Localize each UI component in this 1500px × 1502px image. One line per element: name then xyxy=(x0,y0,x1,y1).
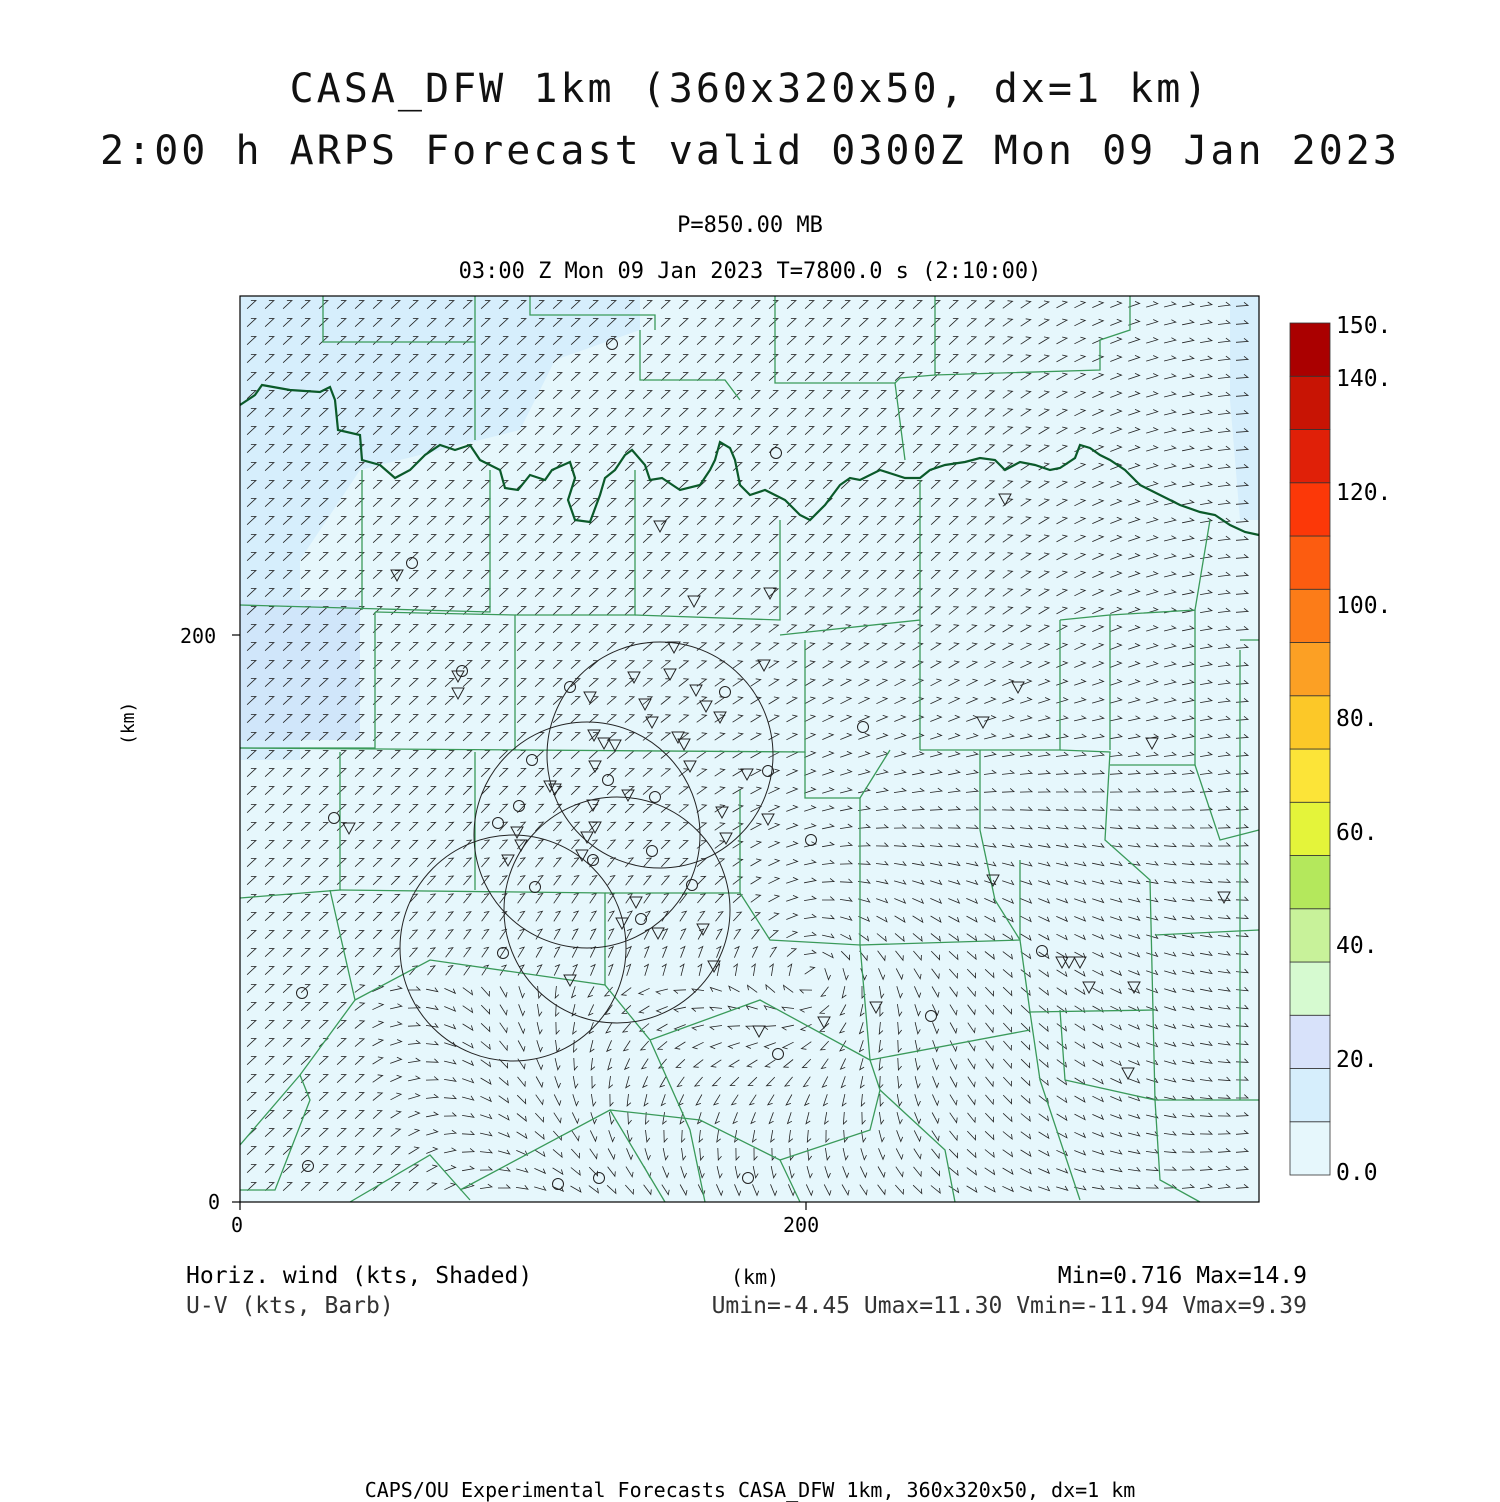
colorbar-swatch xyxy=(1290,376,1330,429)
colorbar-swatch xyxy=(1290,589,1330,642)
colorbar-swatch xyxy=(1290,643,1330,696)
colorbar-swatch xyxy=(1290,430,1330,483)
colorbar-label-0: 0.0 xyxy=(1336,1160,1378,1186)
colorbar-swatch xyxy=(1290,1015,1330,1068)
min-max-label: Min=0.716 Max=14.9 xyxy=(1057,1263,1307,1289)
colorbar-swatch xyxy=(1290,749,1330,802)
x-axis-label: (km) xyxy=(731,1265,780,1289)
uv-stats-label: Umin=-4.45 Umax=11.30 Vmin=-11.94 Vmax=9.39 xyxy=(711,1293,1307,1319)
x-tick-200: 200 xyxy=(783,1213,820,1237)
colorbar-label-40: 40. xyxy=(1336,933,1378,959)
colorbar-label-100: 100. xyxy=(1336,593,1392,619)
field-label: Horiz. wind (kts, Shaded) xyxy=(186,1263,533,1289)
colorbar-swatch xyxy=(1290,536,1330,589)
colorbar-label-20: 20. xyxy=(1336,1047,1378,1073)
colorbar-label-150: 150. xyxy=(1336,313,1392,339)
footer-credit: CAPS/OU Experimental Forecasts CASA_DFW 1km, 360x320x50, dx=1 km xyxy=(364,1478,1136,1502)
colorbar-swatch xyxy=(1290,909,1330,962)
y-tick-0: 0 xyxy=(208,1190,221,1214)
colorbar-label-120: 120. xyxy=(1336,480,1392,506)
colorbar-label-140: 140. xyxy=(1336,366,1392,392)
colorbar-swatch xyxy=(1290,1069,1330,1122)
colorbar-swatch xyxy=(1290,483,1330,536)
valid-time: 03:00 Z Mon 09 Jan 2023 T=7800.0 s (2:10:00) xyxy=(458,259,1042,284)
colorbar-swatch xyxy=(1290,696,1330,749)
vector-label: U-V (kts, Barb) xyxy=(186,1293,394,1319)
pressure-level: P=850.00 MB xyxy=(677,213,823,238)
colorbar-swatch xyxy=(1290,856,1330,909)
colorbar-swatch xyxy=(1290,962,1330,1015)
wind-shade-zone-w xyxy=(240,600,360,740)
colorbar-label-60: 60. xyxy=(1336,820,1378,846)
colorbar-swatch xyxy=(1290,323,1330,376)
y-axis-label: (km) xyxy=(118,701,139,745)
chart-title-line1: CASA_DFW 1km (360x320x50, dx=1 km) xyxy=(289,66,1211,112)
chart-title-line2: 2:00 h ARPS Forecast valid 0300Z Mon 09 Jan 2023 xyxy=(100,128,1400,174)
colorbar-label-80: 80. xyxy=(1336,706,1378,732)
colorbar-swatch xyxy=(1290,1122,1330,1175)
colorbar-swatch xyxy=(1290,802,1330,855)
y-tick-200: 200 xyxy=(180,624,217,648)
x-tick-0: 0 xyxy=(231,1213,244,1237)
colorbar xyxy=(1290,323,1330,1175)
